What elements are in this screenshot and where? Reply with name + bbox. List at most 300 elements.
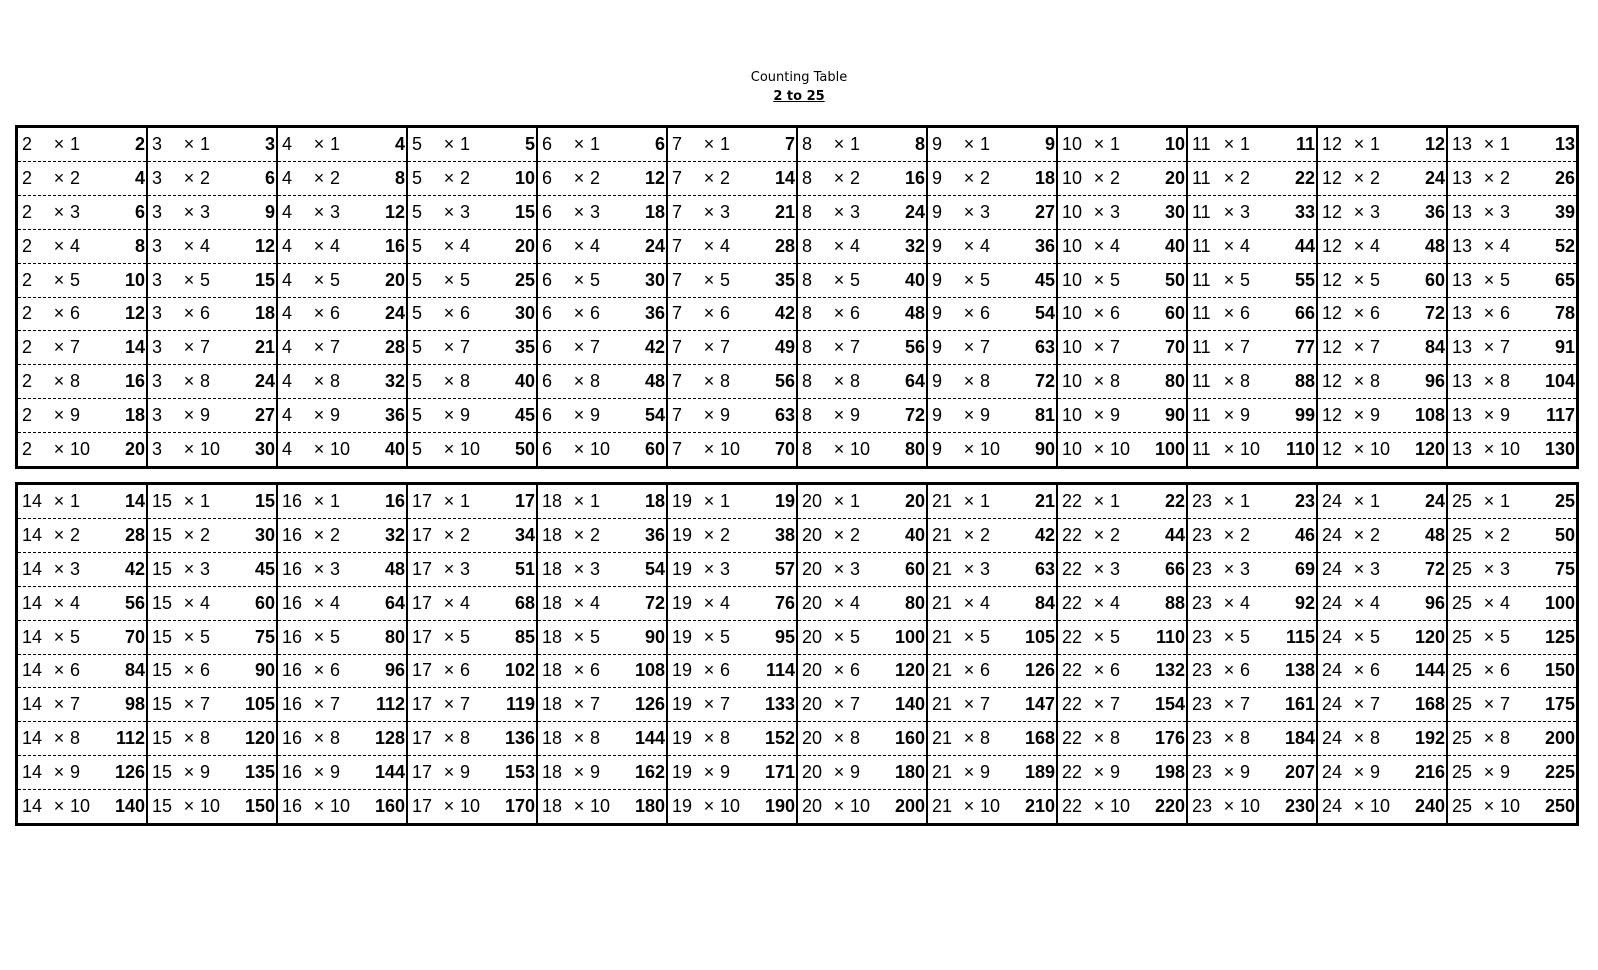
- multiplicand: 9: [932, 439, 943, 460]
- multiplier: 3: [1370, 201, 1381, 222]
- times-sign: ×: [703, 235, 715, 256]
- times-sign: ×: [1223, 337, 1235, 358]
- product: 72: [1424, 558, 1445, 579]
- product: 125: [1544, 626, 1575, 647]
- table-row: [1188, 298, 1316, 332]
- product: 152: [764, 728, 795, 749]
- multiplicand: 11: [1192, 439, 1211, 460]
- product: 52: [1554, 235, 1575, 256]
- product: 63: [774, 405, 795, 426]
- multiplier: 5: [460, 269, 471, 290]
- multiplier: 2: [70, 524, 81, 545]
- table-row: [148, 331, 276, 365]
- multiplicand: 2: [22, 405, 33, 426]
- multiplicand: 16: [282, 728, 303, 749]
- multiplicand: 17: [412, 728, 433, 749]
- multiplier: 9: [70, 405, 81, 426]
- multiplier: 7: [1110, 337, 1121, 358]
- multiplicand: 17: [412, 490, 433, 511]
- multiplier: 1: [720, 133, 731, 154]
- times-sign: ×: [183, 337, 195, 358]
- multiplier: 10: [1240, 439, 1261, 460]
- product: 198: [1154, 762, 1185, 783]
- times-sign: ×: [573, 269, 585, 290]
- times-sign: ×: [1483, 694, 1495, 715]
- table-row: [668, 162, 796, 196]
- product: 12: [124, 303, 145, 324]
- multiplicand: 5: [412, 269, 423, 290]
- multiplier: 1: [1110, 133, 1121, 154]
- multiplicand: 4: [282, 337, 293, 358]
- times-sign: ×: [443, 490, 455, 511]
- table-row: [668, 587, 796, 621]
- product: 30: [254, 439, 275, 460]
- multiplicand: 23: [1192, 558, 1213, 579]
- multiplier: 4: [1240, 235, 1251, 256]
- times-sign: ×: [313, 524, 325, 545]
- multiplicand: 17: [412, 762, 433, 783]
- multiplicand: 24: [1322, 762, 1343, 783]
- times-sign: ×: [1223, 524, 1235, 545]
- multiplier: 10: [1370, 796, 1391, 817]
- times-sign: ×: [1483, 337, 1495, 358]
- times-sign: ×: [1483, 490, 1495, 511]
- table-row: [148, 433, 276, 466]
- times-sign: ×: [963, 167, 975, 188]
- table-row: [148, 553, 276, 587]
- times-sign: ×: [313, 269, 325, 290]
- multiplicand: 11: [1192, 269, 1211, 290]
- multiplicand: 19: [672, 592, 693, 613]
- times-sign: ×: [1093, 167, 1105, 188]
- multiplicand: 16: [282, 626, 303, 647]
- product: 32: [384, 524, 405, 545]
- multiplier: 9: [330, 762, 341, 783]
- table-row: [798, 433, 926, 466]
- multiplicand: 25: [1452, 524, 1473, 545]
- product: 7: [784, 133, 795, 154]
- multiplier: 4: [590, 592, 601, 613]
- times-sign: ×: [183, 405, 195, 426]
- multiplier: 6: [330, 660, 341, 681]
- table-row: [538, 655, 666, 689]
- product: 168: [1024, 728, 1055, 749]
- multiplicand: 20: [802, 660, 823, 681]
- table-row: [1188, 621, 1316, 655]
- multiplier: 2: [1370, 167, 1381, 188]
- times-sign: ×: [703, 337, 715, 358]
- multiplicand: 7: [672, 167, 683, 188]
- multiplicand: 19: [672, 694, 693, 715]
- multiplier: 1: [850, 490, 861, 511]
- multiplier: 9: [850, 405, 861, 426]
- product: 60: [644, 439, 665, 460]
- table-row: [538, 621, 666, 655]
- multiplicand: 5: [412, 371, 423, 392]
- table-row: [278, 331, 406, 365]
- multiplier: 7: [70, 337, 81, 358]
- multiplier: 9: [1110, 405, 1121, 426]
- multiplier: 4: [1500, 592, 1511, 613]
- product: 16: [384, 235, 405, 256]
- product: 112: [115, 728, 145, 749]
- multiplicand: 8: [802, 439, 813, 460]
- product: 180: [634, 796, 665, 817]
- multiplier: 10: [720, 796, 741, 817]
- product: 22: [1164, 490, 1185, 511]
- product: 42: [1034, 524, 1055, 545]
- multiplicand: 10: [1062, 337, 1083, 358]
- table-row: [668, 433, 796, 466]
- times-sign: ×: [313, 490, 325, 511]
- product: 115: [1285, 626, 1315, 647]
- table-column-8: [796, 128, 926, 466]
- times-sign: ×: [53, 337, 65, 358]
- times-sign: ×: [183, 371, 195, 392]
- multiplier: 2: [1110, 167, 1121, 188]
- product: 90: [1034, 439, 1055, 460]
- multiplicand: 3: [152, 269, 163, 290]
- times-sign: ×: [573, 660, 585, 681]
- table-row: [1058, 264, 1186, 298]
- table-row: [798, 655, 926, 689]
- product: 60: [1164, 303, 1185, 324]
- multiplicand: 12: [1322, 201, 1343, 222]
- multiplicand: 6: [542, 235, 553, 256]
- product: 20: [514, 235, 535, 256]
- table-column-3: [146, 128, 276, 466]
- table-row: [1058, 128, 1186, 162]
- product: 85: [514, 626, 535, 647]
- table-row: [1188, 264, 1316, 298]
- product: 75: [254, 626, 275, 647]
- multiplier: 6: [1500, 303, 1511, 324]
- table-row: [538, 162, 666, 196]
- times-sign: ×: [183, 524, 195, 545]
- times-sign: ×: [313, 796, 325, 817]
- multiplier: 4: [1500, 235, 1511, 256]
- multiplicand: 13: [1452, 167, 1473, 188]
- product: 65: [1554, 269, 1575, 290]
- product: 88: [1164, 592, 1185, 613]
- table-row: [1448, 162, 1576, 196]
- multiplicand: 16: [282, 592, 303, 613]
- times-sign: ×: [1353, 796, 1365, 817]
- times-sign: ×: [963, 405, 975, 426]
- multiplier: 10: [1500, 439, 1521, 460]
- product: 46: [1294, 524, 1315, 545]
- multiplier: 6: [980, 660, 991, 681]
- table-row: [18, 756, 146, 790]
- table-row: [928, 230, 1056, 264]
- product: 64: [904, 371, 925, 392]
- multiplicand: 4: [282, 371, 293, 392]
- multiplier: 3: [70, 201, 81, 222]
- times-sign: ×: [53, 235, 65, 256]
- product: 18: [254, 303, 275, 324]
- multiplicand: 23: [1192, 490, 1213, 511]
- product: 72: [644, 592, 665, 613]
- times-sign: ×: [1353, 762, 1365, 783]
- table-row: [408, 587, 536, 621]
- product: 70: [1164, 337, 1185, 358]
- times-sign: ×: [443, 201, 455, 222]
- times-sign: ×: [53, 796, 65, 817]
- product: 126: [1024, 660, 1055, 681]
- product: 171: [764, 762, 795, 783]
- table-row: [408, 399, 536, 433]
- product: 45: [1034, 269, 1055, 290]
- multiplicand: 15: [152, 558, 173, 579]
- multiplier: 5: [460, 626, 471, 647]
- multiplicand: 23: [1192, 796, 1213, 817]
- product: 160: [374, 796, 405, 817]
- multiplicand: 16: [282, 524, 303, 545]
- times-sign: ×: [313, 371, 325, 392]
- multiplier: 9: [1240, 762, 1251, 783]
- product: 96: [384, 660, 405, 681]
- product: 32: [384, 371, 405, 392]
- product: 36: [644, 303, 665, 324]
- product: 120: [894, 660, 925, 681]
- table-row: [18, 230, 146, 264]
- multiplicand: 22: [1062, 558, 1083, 579]
- multiplier: 8: [1110, 728, 1121, 749]
- times-sign: ×: [1353, 626, 1365, 647]
- times-sign: ×: [183, 558, 195, 579]
- table-row: [1188, 230, 1316, 264]
- table-row: [928, 587, 1056, 621]
- times-sign: ×: [53, 694, 65, 715]
- product: 135: [244, 762, 275, 783]
- product: 162: [634, 762, 665, 783]
- multiplier: 9: [590, 405, 601, 426]
- times-sign: ×: [963, 592, 975, 613]
- table-row: [1448, 485, 1576, 519]
- multiplicand: 4: [282, 439, 293, 460]
- multiplicand: 9: [932, 235, 943, 256]
- times-sign: ×: [1223, 133, 1235, 154]
- table-row: [278, 655, 406, 689]
- times-sign: ×: [1223, 728, 1235, 749]
- multiplier: 1: [200, 490, 211, 511]
- table-row: [928, 722, 1056, 756]
- times-sign: ×: [963, 558, 975, 579]
- multiplicand: 21: [932, 592, 953, 613]
- table-row: [1188, 519, 1316, 553]
- product: 90: [254, 660, 275, 681]
- product: 76: [774, 592, 795, 613]
- table-row: [18, 553, 146, 587]
- table-row: [798, 756, 926, 790]
- product: 40: [514, 371, 535, 392]
- multiplier: 5: [1240, 269, 1251, 290]
- multiplicand: 3: [152, 201, 163, 222]
- times-sign: ×: [1483, 558, 1495, 579]
- product: 11: [1295, 133, 1315, 154]
- times-sign: ×: [1093, 269, 1105, 290]
- multiplicand: 8: [802, 269, 813, 290]
- multiplier: 8: [200, 371, 211, 392]
- product: 50: [514, 439, 535, 460]
- multiplicand: 24: [1322, 558, 1343, 579]
- times-sign: ×: [53, 269, 65, 290]
- table-row: [278, 433, 406, 466]
- times-sign: ×: [443, 133, 455, 154]
- times-sign: ×: [53, 439, 65, 460]
- multiplier: 10: [590, 439, 611, 460]
- times-sign: ×: [573, 592, 585, 613]
- multiplicand: 10: [1062, 201, 1083, 222]
- multiplier: 10: [850, 439, 871, 460]
- product: 42: [124, 558, 145, 579]
- multiplier: 4: [460, 592, 471, 613]
- multiplier: 2: [200, 167, 211, 188]
- multiplier: 7: [460, 694, 471, 715]
- multiplicand: 21: [932, 694, 953, 715]
- times-sign: ×: [53, 201, 65, 222]
- multiplier: 7: [330, 337, 341, 358]
- times-sign: ×: [183, 167, 195, 188]
- table-row: [538, 128, 666, 162]
- product: 40: [1164, 235, 1185, 256]
- multiplier: 2: [460, 524, 471, 545]
- times-sign: ×: [703, 524, 715, 545]
- table-row: [18, 587, 146, 621]
- product: 80: [384, 626, 405, 647]
- times-sign: ×: [963, 660, 975, 681]
- product: 40: [384, 439, 405, 460]
- multiplicand: 12: [1322, 235, 1343, 256]
- table-row: [408, 688, 536, 722]
- multiplicand: 24: [1322, 490, 1343, 511]
- table-row: [1058, 399, 1186, 433]
- multiplier: 7: [1110, 694, 1121, 715]
- multiplier: 2: [1500, 524, 1511, 545]
- multiplicand: 13: [1452, 337, 1473, 358]
- multiplier: 9: [1370, 762, 1381, 783]
- times-sign: ×: [833, 201, 845, 222]
- times-sign: ×: [313, 201, 325, 222]
- multiplicand: 6: [542, 405, 553, 426]
- times-sign: ×: [703, 660, 715, 681]
- multiplicand: 18: [542, 660, 563, 681]
- product: 54: [1034, 303, 1055, 324]
- table-row: [1318, 621, 1446, 655]
- multiplicand: 7: [672, 235, 683, 256]
- table-row: [1448, 587, 1576, 621]
- times-sign: ×: [703, 558, 715, 579]
- multiplier: 8: [1240, 371, 1251, 392]
- multiplier: 9: [200, 405, 211, 426]
- table-row: [278, 587, 406, 621]
- times-sign: ×: [183, 796, 195, 817]
- times-sign: ×: [313, 694, 325, 715]
- times-sign: ×: [443, 405, 455, 426]
- times-sign: ×: [1353, 371, 1365, 392]
- product: 13: [1554, 133, 1575, 154]
- multiplicand: 7: [672, 133, 683, 154]
- table-row: [148, 621, 276, 655]
- multiplicand: 5: [412, 133, 423, 154]
- product: 24: [1424, 490, 1445, 511]
- product: 34: [514, 524, 535, 545]
- times-sign: ×: [833, 694, 845, 715]
- table-row: [278, 519, 406, 553]
- multiplier: 2: [720, 167, 731, 188]
- times-sign: ×: [183, 133, 195, 154]
- multiplier: 6: [1500, 660, 1511, 681]
- multiplier: 5: [980, 269, 991, 290]
- multiplier: 7: [850, 337, 861, 358]
- multiplicand: 6: [542, 167, 553, 188]
- times-sign: ×: [1483, 405, 1495, 426]
- multiplicand: 16: [282, 490, 303, 511]
- table-row: [1448, 790, 1576, 823]
- product: 119: [505, 694, 535, 715]
- multiplier: 10: [70, 439, 91, 460]
- times-sign: ×: [1093, 201, 1105, 222]
- multiplier: 8: [330, 371, 341, 392]
- times-sign: ×: [703, 405, 715, 426]
- multiplicand: 9: [932, 133, 943, 154]
- multiplier: 3: [1240, 558, 1251, 579]
- times-sign: ×: [1483, 660, 1495, 681]
- table-row: [278, 298, 406, 332]
- table-row: [668, 230, 796, 264]
- multiplier: 8: [850, 371, 861, 392]
- table-row: [1448, 553, 1576, 587]
- table-row: [1058, 162, 1186, 196]
- multiplicand: 13: [1452, 235, 1473, 256]
- multiplicand: 23: [1192, 524, 1213, 545]
- product: 49: [774, 337, 795, 358]
- table-column-4: [276, 128, 406, 466]
- table-row: [928, 331, 1056, 365]
- multiplier: 3: [1110, 201, 1121, 222]
- table-row: [928, 433, 1056, 466]
- multiplier: 8: [200, 728, 211, 749]
- multiplicand: 8: [802, 133, 813, 154]
- multiplicand: 9: [932, 303, 943, 324]
- multiplier: 6: [460, 303, 471, 324]
- product: 56: [124, 592, 145, 613]
- times-sign: ×: [183, 490, 195, 511]
- multiplier: 8: [70, 728, 81, 749]
- table-row: [538, 264, 666, 298]
- table-row: [148, 230, 276, 264]
- times-sign: ×: [53, 303, 65, 324]
- table-row: [278, 365, 406, 399]
- times-sign: ×: [1223, 660, 1235, 681]
- product: 95: [774, 626, 795, 647]
- multiplicand: 13: [1452, 303, 1473, 324]
- table-row: [538, 485, 666, 519]
- table-column-15: [146, 485, 276, 823]
- table-row: [668, 688, 796, 722]
- table-column-21: [926, 485, 1056, 823]
- multiplicand: 6: [542, 201, 553, 222]
- table-row: [148, 128, 276, 162]
- multiplicand: 19: [672, 558, 693, 579]
- multiplier: 6: [460, 660, 471, 681]
- product: 120: [244, 728, 275, 749]
- table-row: [1448, 230, 1576, 264]
- multiplier: 10: [1500, 796, 1521, 817]
- table-row: [408, 196, 536, 230]
- product: 180: [894, 762, 925, 783]
- multiplicand: 10: [1062, 439, 1083, 460]
